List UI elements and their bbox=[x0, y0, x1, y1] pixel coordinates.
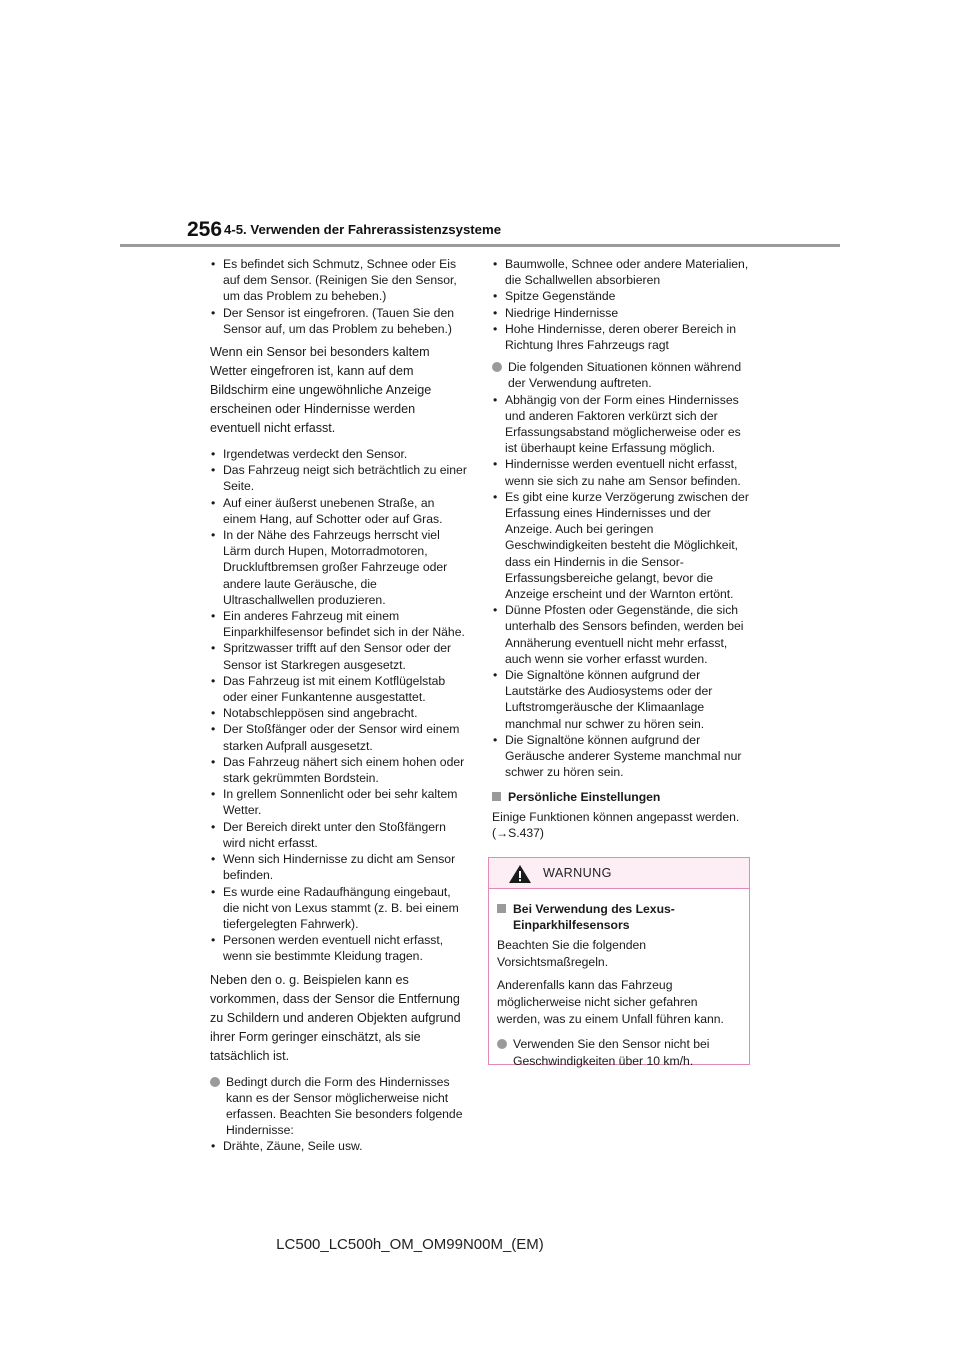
warning-body bbox=[489, 889, 749, 1069]
circle-bullet-item bbox=[497, 1036, 741, 1068]
page-header bbox=[120, 212, 840, 248]
page-footer bbox=[0, 1236, 960, 1253]
list-item: • In der Nähe des Fahrzeugs herrscht viel Lärm durch Hupen, Motorradmotoren, Druckluftbremsen großer Fahrzeuge oder andere laute Geräusche, die Ultraschallwellen produzieren. bbox=[210, 527, 468, 608]
paragraph: Beachten Sie die folgenden Vorsichtsmaßregeln. bbox=[497, 938, 647, 970]
list-item: • Der Stoßfänger oder der Sensor wird einem starken Aufprall ausgesetzt. bbox=[210, 721, 468, 753]
bullet-list bbox=[210, 1138, 468, 1154]
page-reference-link[interactable]: S.437 bbox=[508, 825, 540, 840]
list-item: • In grellem Sonnenlicht oder bei sehr kaltem Wetter. bbox=[210, 786, 468, 818]
list-item: • Auf einer äußerst unebenen Straße, an einem Hang, auf Schotter oder auf Gras. bbox=[210, 495, 468, 527]
circle-bullet-icon bbox=[210, 1077, 220, 1087]
list-item: • Der Bereich direkt unter den Stoßfängern wird nicht erfasst. bbox=[210, 819, 468, 851]
page-number: 256 bbox=[187, 218, 223, 241]
square-bullet-icon bbox=[497, 904, 506, 913]
left-column bbox=[210, 256, 468, 1161]
settings-heading bbox=[492, 789, 750, 805]
warning-heading bbox=[497, 901, 741, 933]
paragraph: Anderenfalls kann das Fahrzeug möglicherweise nicht sicher gefahren werden, was zu einem Unfall führen kann. bbox=[497, 978, 724, 1027]
list-item: • Das Fahrzeug nähert sich einem hohen oder stark gekrümmten Bordstein. bbox=[210, 754, 468, 786]
warning-header bbox=[489, 858, 749, 889]
list-item: • Der Sensor ist eingefroren. (Tauen Sie den Sensor auf, um das Problem zu beheben.) bbox=[210, 305, 468, 337]
list-item: • Wenn sich Hindernisse zu dicht am Sensor befinden. bbox=[210, 851, 468, 883]
list-item: • Ein anderes Fahrzeug mit einem Einparkhilfesensor befindet sich in der Nähe. bbox=[210, 608, 468, 640]
list-item: • Spritzwasser trifft auf den Sensor oder der Sensor ist Starkregen ausgesetzt. bbox=[210, 640, 468, 672]
paragraph: Neben den o. g. Beispielen kann es vorkommen, dass der Sensor die Entfernung zu Schildern und anderen Objekten aufgrund ihrer Form geringer einschätzt, als sie tatsächlich ist. bbox=[210, 972, 461, 1063]
warning-box bbox=[488, 857, 750, 1068]
list-item: • Hohe Hindernisse, deren oberer Bereich in Richtung Ihres Fahrzeugs ragt bbox=[492, 321, 750, 353]
settings-description: Einige Funktionen können angepasst werden. bbox=[492, 809, 740, 824]
circle-bullet-icon bbox=[492, 362, 502, 372]
list-item: • Das Fahrzeug ist mit einem Kotflügelstab oder einer Funkantenne ausgestattet. bbox=[210, 673, 468, 705]
circle-bullet-text: Verwenden Sie den Sensor nicht bei Geschwindigkeiten über 10 km/h. bbox=[513, 1037, 710, 1068]
list-item: • Dünne Pfosten oder Gegenstände, die sich unterhalb des Sensors befinden, werden bei Annäherung eventuell nicht mehr erfasst, auch wenn sie vorher erfasst wurden. bbox=[492, 602, 750, 667]
circle-bullet-item bbox=[210, 1074, 468, 1139]
list-item: • Die Signaltöne können aufgrund der Geräusche anderer Systeme manchmal nur schwer zu hören sein. bbox=[492, 732, 750, 781]
paragraph: Wenn ein Sensor bei besonders kaltem Wetter eingefroren ist, kann auf dem Bildschirm eine ungewöhnliche Anzeige erscheinen oder Hindernisse werden eventuell nicht erfasst. bbox=[210, 345, 432, 436]
arrow-right-icon: → bbox=[496, 825, 509, 840]
bullet-list bbox=[210, 446, 468, 965]
list-item: • Irgendetwas verdeckt den Sensor. bbox=[210, 446, 468, 462]
list-item: • Notabschleppösen sind angebracht. bbox=[210, 705, 468, 721]
warning-title: WARNUNG bbox=[543, 866, 612, 880]
bullet-list bbox=[492, 256, 750, 353]
list-item: • Es befindet sich Schmutz, Schnee oder Eis auf dem Sensor. (Reinigen Sie den Sensor, um das Problem zu beheben.) bbox=[210, 256, 468, 305]
circle-bullet-icon bbox=[497, 1039, 507, 1049]
header-divider bbox=[120, 244, 840, 247]
list-item: • Es wurde eine Radaufhängung eingebaut, die nicht von Lexus stammt (z. B. bei einem tiefergelegten Fahrwerk). bbox=[210, 884, 468, 933]
circle-bullet-item bbox=[492, 359, 750, 391]
list-item: • Hindernisse werden eventuell nicht erfasst, wenn sie sich zu nahe am Sensor befinden. bbox=[492, 456, 750, 488]
list-item: • Drähte, Zäune, Seile usw. bbox=[210, 1138, 468, 1154]
list-item: • Es gibt eine kurze Verzögerung zwischen der Erfassung eines Hindernisses und der Anzeige. Auch bei geringen Geschwindigkeiten besteht die Möglichkeit, dass ein Hindernis in die Sensor-Erfassungsbereiche gelangt, bevor die Anzeige erscheint und der Warnton ertönt. bbox=[492, 489, 750, 602]
settings-heading-text: Persönliche Einstellungen bbox=[508, 789, 661, 804]
section-title: 4-5. Verwenden der Fahrerassistenzsysteme bbox=[224, 222, 502, 237]
bullet-list bbox=[210, 256, 468, 337]
list-item: • Das Fahrzeug neigt sich beträchtlich zu einer Seite. bbox=[210, 462, 468, 494]
list-item: • Abhängig von der Form eines Hindernisses und anderen Faktoren verkürzt sich der Erfassungsabstand möglicherweise oder es ist überhaupt keine Erfassung möglich. bbox=[492, 392, 750, 457]
circle-bullet-text: Die folgenden Situationen können während der Verwendung auftreten. bbox=[508, 360, 742, 391]
list-item: • Niedrige Hindernisse bbox=[492, 305, 750, 321]
warning-triangle-icon bbox=[508, 864, 532, 884]
square-bullet-icon bbox=[492, 792, 501, 801]
bullet-list bbox=[492, 392, 750, 781]
list-item: • Spitze Gegenstände bbox=[492, 288, 750, 304]
document-id: LC500_LC500h_OM_OM99N00M_(EM) bbox=[276, 1236, 544, 1253]
circle-bullet-text: Bedingt durch die Form des Hindernisses kann es der Sensor möglicherweise nicht erfassen. Beachten Sie besonders folgende Hindernisse: bbox=[226, 1074, 463, 1138]
right-column bbox=[492, 256, 750, 841]
list-item: • Personen werden eventuell nicht erfasst, wenn sie bestimmte Kleidung tragen. bbox=[210, 932, 468, 964]
settings-text: Einige Funktionen können angepasst werden. (→S.437) bbox=[492, 809, 740, 840]
list-item: • Die Signaltöne können aufgrund der Lautstärke des Audiosystems oder der Luftstromgeräusche der Klimaanlage manchmal nur schwer zu hören sein. bbox=[492, 667, 750, 732]
list-item: • Baumwolle, Schnee oder andere Materialien, die Schallwellen absorbieren bbox=[492, 256, 750, 288]
warning-heading-text: Bei Verwendung des Lexus-Einparkhilfesensors bbox=[513, 902, 675, 933]
